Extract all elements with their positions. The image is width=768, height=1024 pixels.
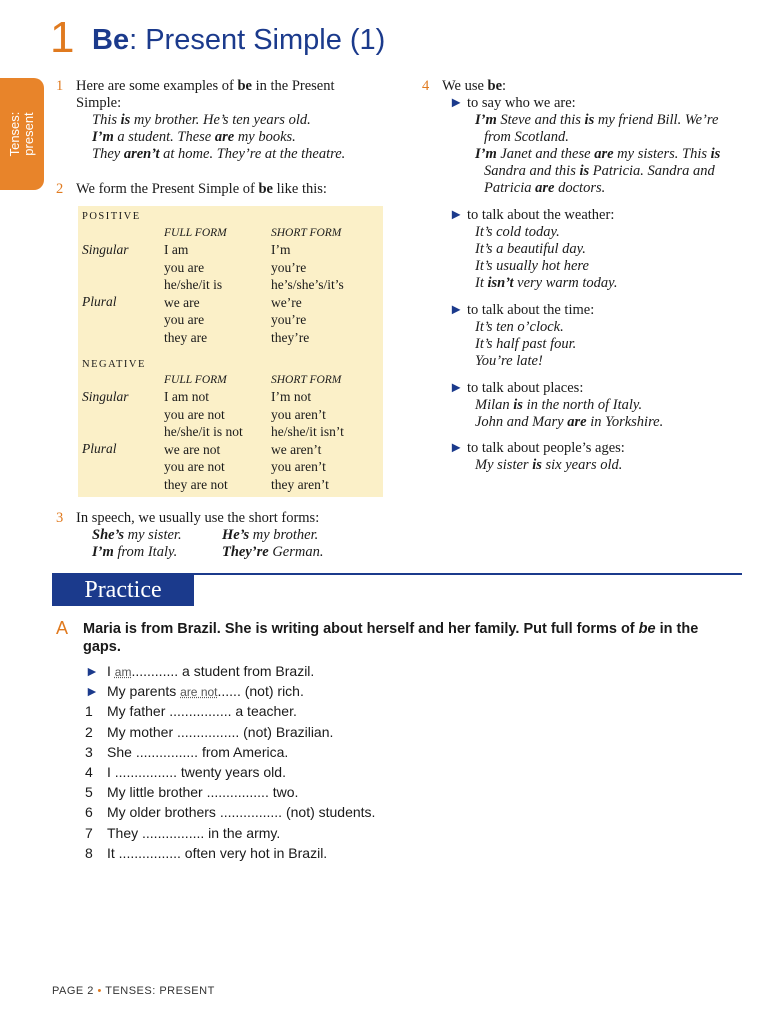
item-prefix: I: [107, 764, 111, 780]
item-prefix: My older brothers: [107, 804, 216, 821]
bullet-arrow-icon: ►: [449, 302, 464, 318]
bullet-arrow-icon: ►: [449, 380, 464, 396]
answer-text: am: [114, 665, 132, 679]
s4-who-ex3: I’m Janet and these are my sisters. This is: [475, 146, 721, 162]
s4-time-ex1: It’s ten o’clock.: [475, 319, 564, 335]
be-forms-table: [78, 206, 383, 497]
s4-weather-heading: ► to talk about the weather:: [449, 207, 615, 223]
gap-dots: ................: [142, 824, 205, 841]
item-prefix: My father: [107, 703, 166, 720]
s4-time-heading: ► to talk about the time:: [449, 302, 595, 318]
answer-gap[interactable]: [115, 663, 178, 679]
s4-who-ex5: Patricia are doctors.: [484, 180, 606, 196]
s4-time-ex3: You’re late!: [475, 353, 543, 369]
item-number: 8: [85, 844, 93, 861]
exercise-item: [85, 661, 314, 682]
gap-dots: ................: [206, 784, 269, 801]
s4-ages-ex1: My sister is six years old.: [475, 457, 623, 473]
answer-text: are not: [180, 685, 218, 700]
practice-banner: [52, 575, 194, 606]
bullet-arrow-icon: ►: [449, 207, 464, 223]
item-prefix: They: [107, 824, 139, 841]
negative-full-form: he/she/it is not: [164, 424, 243, 439]
negative-full-form: you are not: [164, 406, 225, 422]
short-form-heading-neg: SHORT FORM: [271, 374, 342, 386]
negative-short-form: you aren’t: [271, 459, 326, 474]
s3-example2: He’s my brother.: [222, 527, 319, 543]
answer-gap[interactable]: [177, 724, 239, 740]
exercise-item: [85, 843, 327, 863]
gap-dots: ................: [135, 743, 199, 760]
exercise-item: [85, 802, 375, 822]
s1-line1: Here are some examples of be in the Present: [76, 78, 335, 94]
s1-example1: This is my brother. He’s ten years old.: [92, 112, 311, 128]
gap-dots: ................: [219, 804, 283, 821]
s4-number: 4: [422, 78, 430, 94]
side-tab-line2: present: [21, 112, 36, 156]
negative-full-form: we are not: [164, 441, 221, 457]
item-suffix: two.: [272, 784, 299, 801]
exercise-instruction: Maria is from Brazil. She is writing about herself and her family. Put full forms of be in the gaps.: [83, 621, 699, 655]
singular-label: Singular: [82, 242, 129, 257]
s1-example3: They aren’t at home. They’re at the theatre.: [92, 146, 346, 162]
full-form-heading-neg: FULL FORM: [164, 374, 227, 386]
item-number: 6: [85, 804, 93, 821]
item-suffix: a teacher.: [235, 703, 297, 720]
s3-example4: They’re German.: [222, 544, 324, 560]
item-prefix: She: [107, 743, 132, 760]
positive-short-form: you’re: [271, 312, 307, 327]
item-suffix: (not) rich.: [244, 683, 304, 700]
gap-dots: ................: [177, 723, 240, 740]
gap-dots: ......: [217, 683, 241, 700]
item-prefix: My mother: [107, 723, 174, 740]
answer-gap[interactable]: [220, 804, 282, 820]
s4-time-ex2: It’s half past four.: [475, 336, 577, 352]
example-arrow-icon: ►: [85, 683, 99, 700]
answer-gap[interactable]: [136, 744, 198, 760]
section-side-tab: [0, 78, 44, 190]
positive-full-form: they are: [164, 329, 208, 345]
positive-short-form: we’re: [271, 294, 302, 310]
s4-weather-ex2: It’s a beautiful day.: [475, 241, 586, 257]
exercise-letter: A: [56, 618, 69, 638]
s4-who-ex1: I’m Steve and this is my friend Bill. We’re: [475, 112, 719, 128]
item-prefix: I: [107, 663, 111, 679]
negative-short-form: they aren’t: [271, 476, 329, 492]
s4-intro: We use be:: [442, 78, 507, 94]
s4-weather-ex4: It isn’t very warm today.: [475, 275, 618, 291]
short-form-heading: SHORT FORM: [271, 227, 342, 239]
positive-full-form: we are: [164, 294, 200, 310]
exercise-item: [85, 681, 304, 702]
negative-short-form: we aren’t: [271, 441, 322, 457]
exercise-item: [85, 782, 298, 802]
item-prefix: My little brother: [107, 784, 203, 801]
item-number: 7: [85, 824, 93, 841]
s2-number: 2: [56, 181, 64, 197]
item-number: 4: [85, 764, 93, 780]
s3-example3: I’m from Italy.: [92, 544, 178, 560]
answer-gap[interactable]: [180, 683, 241, 699]
answer-gap[interactable]: [115, 764, 177, 780]
page-footer: PAGE 2 • TENSES: PRESENT: [52, 985, 215, 997]
title-rest: : Present Simple (1): [129, 24, 386, 56]
s1-number: 1: [56, 78, 64, 94]
item-suffix: in the army.: [208, 824, 281, 841]
s2-text: We form the Present Simple of be like this:: [76, 181, 327, 197]
answer-gap[interactable]: [119, 845, 181, 861]
example-arrow-icon: ►: [85, 663, 99, 679]
positive-full-form: I am: [164, 242, 189, 257]
plural-label: Plural: [82, 294, 117, 309]
s4-ages-heading: ► to talk about people’s ages:: [449, 440, 625, 456]
s1-example2: I’m a student. These are my books.: [92, 129, 296, 145]
positive-short-form: he’s/she’s/it’s: [271, 277, 344, 292]
positive-short-form: you’re: [271, 259, 307, 275]
exercise-item: [85, 722, 333, 742]
title-bold: Be: [92, 24, 130, 56]
answer-gap[interactable]: [207, 784, 269, 800]
positive-short-form: I’m: [271, 242, 291, 257]
positive-full-form: he/she/it is: [164, 277, 223, 292]
s4-places-heading: ► to talk about places:: [449, 380, 584, 396]
s3-number: 3: [56, 510, 64, 526]
full-form-heading: FULL FORM: [164, 227, 227, 239]
s4-who-ex2: from Scotland.: [484, 129, 569, 145]
item-number: 5: [85, 784, 93, 801]
item-suffix: from America.: [201, 743, 289, 760]
item-number: 1: [85, 703, 93, 720]
negative-full-form: I am not: [164, 389, 209, 404]
gap-dots: ................: [169, 703, 232, 720]
exercise-item: [85, 762, 286, 782]
negative-full-form: you are not: [164, 459, 225, 474]
positive-full-form: you are: [164, 312, 205, 327]
s1-line2: Simple:: [76, 95, 122, 111]
s3-example1: She’s my sister.: [92, 527, 182, 543]
positive-full-form: you are: [164, 259, 205, 275]
gap-dots: ............: [131, 663, 179, 679]
positive-short-form: they’re: [271, 329, 310, 345]
negative-full-form: they are not: [164, 476, 228, 492]
s4-weather-ex1: It’s cold today.: [475, 224, 560, 240]
s4-weather-ex3: It’s usually hot here: [475, 258, 589, 274]
negative-short-form: he/she/it isn’t: [271, 424, 344, 439]
negative-short-form: I’m not: [271, 389, 312, 404]
bullet-arrow-icon: ►: [449, 95, 464, 111]
negative-label: NEGATIVE: [82, 359, 146, 370]
item-prefix: It: [107, 844, 115, 861]
exercise-item: [85, 742, 288, 762]
s4-who-heading: ► to say who we are:: [449, 95, 576, 111]
item-prefix: My parents: [107, 683, 177, 700]
s4-places-ex2: John and Mary are in Yorkshire.: [475, 414, 664, 430]
exercise-item: [85, 823, 280, 843]
answer-gap[interactable]: [142, 825, 204, 841]
page-title: [92, 22, 385, 58]
item-number: 2: [85, 723, 93, 740]
unit-number: 1: [50, 13, 75, 62]
positive-label: POSITIVE: [82, 211, 141, 222]
item-number: 3: [85, 743, 93, 760]
plural-label-neg: Plural: [82, 441, 117, 456]
s4-who-ex4: Sandra and this is Patricia. Sandra and: [484, 163, 715, 179]
item-suffix: twenty years old.: [180, 764, 286, 780]
bullet-arrow-icon: ►: [449, 440, 464, 456]
exercise-item: [85, 701, 297, 721]
s4-places-ex1: Milan is in the north of Italy.: [475, 397, 643, 413]
item-suffix: a student from Brazil.: [182, 663, 315, 679]
gap-dots: ................: [118, 844, 181, 861]
gap-dots: ................: [114, 764, 178, 780]
s3-text: In speech, we usually use the short forms:: [76, 510, 320, 526]
practice-heading: Practice: [84, 577, 162, 603]
item-suffix: (not) Brazilian.: [243, 723, 334, 740]
negative-short-form: you aren’t: [271, 406, 326, 422]
singular-label-neg: Singular: [82, 389, 129, 404]
item-suffix: often very hot in Brazil.: [184, 844, 328, 861]
side-tab-label: [8, 112, 36, 157]
item-suffix: (not) students.: [285, 804, 376, 821]
side-tab-line1: Tenses:: [7, 111, 22, 157]
answer-gap[interactable]: [169, 703, 231, 719]
